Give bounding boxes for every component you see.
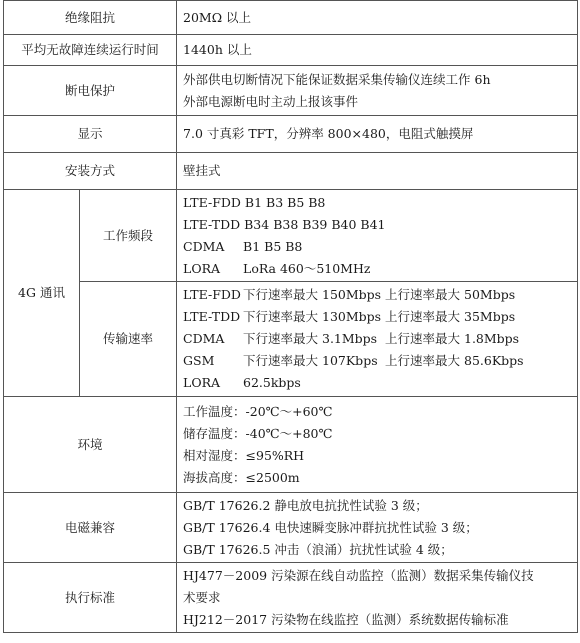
standards-line: HJ212－2017 污染物在线监控（监测）系统数据传输标准 xyxy=(183,611,509,627)
insulation-label: 绝缘阻抗 xyxy=(4,1,177,35)
freq-value xyxy=(177,190,578,282)
rate-net: LORA xyxy=(183,375,221,390)
emc-value xyxy=(177,493,578,563)
rate-net: LTE-TDD xyxy=(183,309,241,324)
rate-label: 传输速率 xyxy=(80,282,177,397)
row-insulation xyxy=(4,1,578,35)
row-standards xyxy=(4,563,578,633)
emc-line: GB/T 17626.2 静电放电抗扰性试验 3 级； xyxy=(183,497,428,513)
rate-net: GSM xyxy=(183,353,215,368)
freq-net: LORA xyxy=(183,260,221,276)
row-comm-rate xyxy=(4,282,578,397)
standards-line: 术要求 xyxy=(183,589,221,605)
row-mount xyxy=(4,153,578,190)
freq-label: 工作频段 xyxy=(80,190,177,282)
power-off-label: 断电保护 xyxy=(4,66,177,116)
row-mtbf xyxy=(4,35,578,66)
freq-line xyxy=(183,192,571,214)
power-off-line: 外部供电切断情况下能保证数据采集传输仪连续工作 6h xyxy=(183,71,491,87)
rate-up: 上行速率最大 1.8Mbps xyxy=(385,331,520,346)
freq-band: B1 B5 B8 xyxy=(243,238,303,254)
rate-down: 下行速率最大 150Mbps xyxy=(243,287,382,302)
insulation-value: 20MΩ 以上 xyxy=(177,1,578,35)
mtbf-value: 1440h 以上 xyxy=(177,35,578,66)
rate-line xyxy=(183,328,571,350)
spec-table xyxy=(3,0,578,633)
emc-label: 电磁兼容 xyxy=(4,493,177,563)
rate-line xyxy=(183,284,571,306)
rate-down: 下行速率最大 3.1Mbps xyxy=(243,331,378,346)
standards-label: 执行标准 xyxy=(4,563,177,633)
environment-value xyxy=(177,397,578,493)
freq-band: LTE-FDD B1 B3 B5 B8 xyxy=(183,194,326,210)
freq-line xyxy=(183,258,571,280)
comm-label: 4G 通讯 xyxy=(4,190,80,397)
environment-line: 海拔高度：≤2500m xyxy=(183,469,300,485)
standards-value xyxy=(177,563,578,633)
freq-band: LTE-TDD B34 B38 B39 B40 B41 xyxy=(183,216,386,232)
display-label: 显示 xyxy=(4,116,177,153)
environment-line: 工作温度：-20℃～+60℃ xyxy=(183,403,333,419)
rate-up: 上行速率最大 85.6Kbps xyxy=(385,353,524,368)
rate-line xyxy=(183,306,571,328)
environment-line: 相对湿度：≤95%RH xyxy=(183,447,305,463)
emc-line: GB/T 17626.4 电快速瞬变脉冲群抗扰性试验 3 级； xyxy=(183,519,478,535)
rate-up: 上行速率最大 35Mbps xyxy=(385,309,516,324)
rate-line xyxy=(183,372,571,394)
freq-line xyxy=(183,214,571,236)
row-environment xyxy=(4,397,578,493)
power-off-line: 外部电源断电时主动上报该事件 xyxy=(183,93,359,109)
standards-line: HJ477－2009 污染源在线自动监控（监测）数据采集传输仪技 xyxy=(183,567,534,583)
power-off-value xyxy=(177,66,578,116)
mount-value: 壁挂式 xyxy=(177,153,578,190)
rate-net: CDMA xyxy=(183,331,225,346)
row-display xyxy=(4,116,578,153)
rate-value xyxy=(177,282,578,397)
display-value: 7.0 寸真彩 TFT，分辨率 800×480，电阻式触摸屏 xyxy=(177,116,578,153)
row-comm-freq xyxy=(4,190,578,282)
mount-label: 安装方式 xyxy=(4,153,177,190)
freq-band: LoRa 460～510MHz xyxy=(243,260,371,276)
rate-net: LTE-FDD xyxy=(183,287,241,302)
rate-down: 62.5kbps xyxy=(243,375,301,390)
rate-up: 上行速率最大 50Mbps xyxy=(385,287,516,302)
freq-net: CDMA xyxy=(183,238,225,254)
row-emc xyxy=(4,493,578,563)
emc-line: GB/T 17626.5 冲击（浪涌）抗扰性试验 4 级； xyxy=(183,541,453,557)
freq-line xyxy=(183,236,571,258)
rate-line xyxy=(183,350,571,372)
rate-down: 下行速率最大 107Kbps xyxy=(243,353,378,368)
row-power-off xyxy=(4,66,578,116)
environment-label: 环境 xyxy=(4,397,177,493)
mtbf-label: 平均无故障连续运行时间 xyxy=(4,35,177,66)
rate-down: 下行速率最大 130Mbps xyxy=(243,309,382,324)
environment-line: 储存温度：-40℃～+80℃ xyxy=(183,425,333,441)
